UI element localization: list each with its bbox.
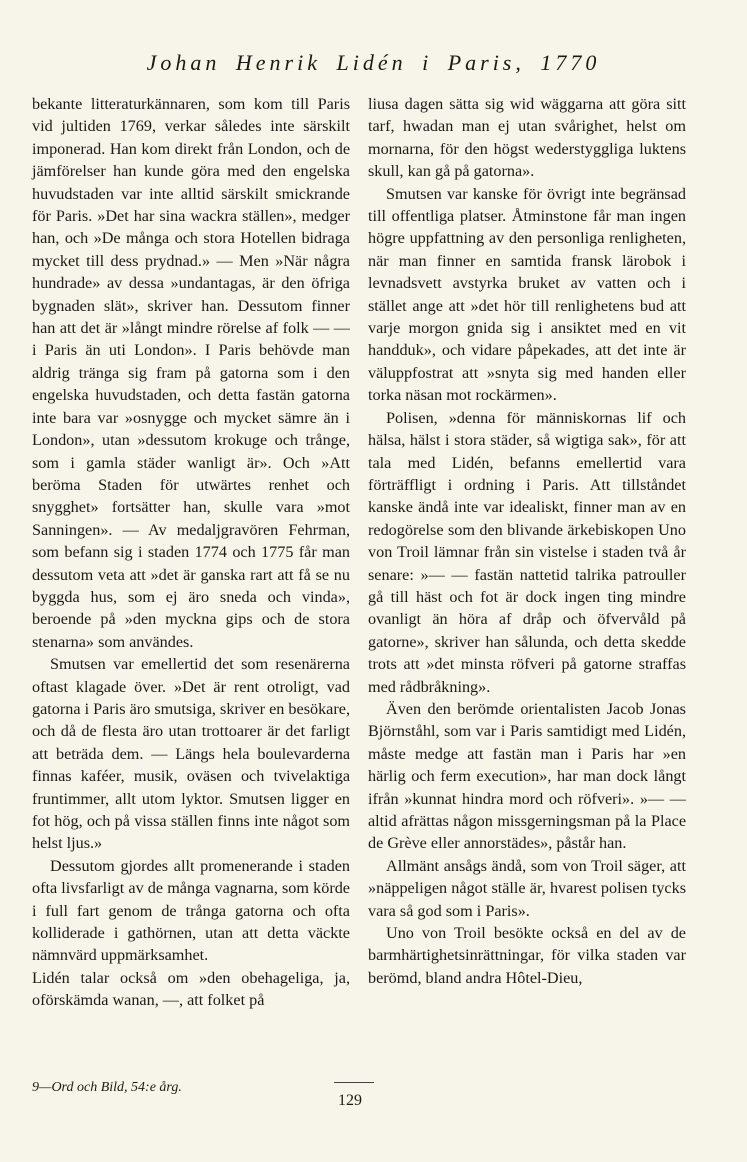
paragraph: Polisen, »denna för människornas lif och hälsa, hälst i stora städer, så wigtiga sak», för att tala med Lidén, befanns emellertid vara förträffligt i ordning i Paris. Att tillståndet kanske ändå inte var idealiskt, finner man av en redogörelse som den blivande ärkebiskopen Uno von Troil lämnar från sin vistelse i staden två år senare: »— — fastän nattetid talrika patrouller gå till häst och fot är dock ingen ting mindre ovanligt än höra af dråp och öfvervåld på gatorne», skriver han sålunda, och detta skedde trots att »det minsta röfveri på gatorne straffas med rådbråkning». [368, 408, 686, 696]
page-number: 129 [338, 1092, 362, 1109]
paragraph: Smutsen var emellertid det som resenärerna oftast klagade över. »Det är rent otroligt, vad gatorna i Paris äro smutsiga, skriver en besökare, och då de flesta äro utan trottoarer är det farligt att beträda dem. — Längs hela boulevarderna finnas kaféer, musik, oväsen och tvivelaktiga fruntimmer, allt utom lyktor. Smutsen ligger en fot hög, och på vissa ställen finns inte något som helst ljus.» [32, 655, 350, 853]
signature-mark: 9—Ord och Bild, 54:e årg. [32, 1080, 182, 1095]
divider [334, 1082, 374, 1083]
paragraph: Lidén talar också om »den obehageliga, ja, oförskämda wanan, —, att folket på [32, 968, 350, 1010]
right-column [368, 93, 686, 989]
paragraph: liusa dagen sätta sig wid wäggarna att göra sitt tarf, hwadan man ej utan svårighet, helst om mornarna, för den högst wederstyggliga luktens skull, kan gå på gatorna». [368, 95, 686, 181]
paragraph: bekante litteraturkännaren, som kom till Paris vid jultiden 1769, verkar således inte särskilt imponerad. Han kom direkt från London, och de jämförelser han kunde göra med den engelska huvudstaden var inte alltid särskilt smickrande för Paris. »Det har sina wackra ställen», medger han, och »De många och stora Hotellen bidraga mycket till dess prydnad.» — Men »När några hundrade» av dessa »undantagas, är den öfriga bygnaden slät», skriver han. Dessutom finner han att det är »långt mindre rörelse af folk — — i Paris än uti London». I Paris behövde man aldrig tränga sig fram på gatorna som i den engelska huvudstaden, och detta fastän gatorna inte bara var »osnygge och mycket sämre än i London», utan »dessutom krokuge och trånge, som i gamla städer wanligt är». Och »Att beröma Staden för utwärtes renhet och snygghet» fortsätter han, skulle vara »mot Sanningen». — Av medaljgravören Fehrman, som befann sig i staden 1774 och 1775 får man dessutom veta att »det är ganska rart att få se nu byggda hus, som ej äro sneda och vinda», beroende på »den myckna gips och de stora stenarna» som användes. [32, 95, 350, 651]
left-column [32, 93, 350, 1012]
running-header: Johan Henrik Lidén i Paris, 1770 [146, 50, 601, 75]
paragraph: Även den berömde orientalisten Jacob Jonas Björnståhl, som var i Paris samtidigt med Lidén, måste medge att fastän man i Paris har »en härlig och ferm execution», har man dock långt ifrån »kunnat hindra mord och röfveri». »— — altid afrättas någon missgerningsman på la Place de Grève eller annorstädes», påstår han. [368, 699, 686, 853]
paragraph: Uno von Troil besökte också en del av de barmhärtighetsinrättningar, för vilka staden var berömd, bland andra Hôtel-Dieu, [368, 924, 686, 987]
paragraph: Smutsen var kanske för övrigt inte begränsad till offentliga platser. Åtminstone får man ingen högre uppfattning av den personliga renligheten, när man finner en samtida fransk lärobok i levnadsvett avstyrka bruket av vatten och i stället ange att »det hör till renlighetens bud att varje morgon gnida sig i ansiktet med en vit handduk», och vidare påpekades, att det inte är väluppfostrat att »snyta sig med handen eller torka näsan mot rockärmen». [368, 184, 686, 405]
paragraph: Dessutom gjordes allt promenerande i staden ofta livsfarligt av de många vagnarna, som körde i full fart genom de trånga gatorna och ofta kolliderade i gathörnen, utan att detta väckte nämnvärd uppmärksamhet. [32, 856, 350, 965]
paragraph: Allmänt ansågs ändå, som von Troil säger, att »näppeligen något ställe är, hvarest polisen tycks vara så god som i Paris». [368, 856, 686, 920]
